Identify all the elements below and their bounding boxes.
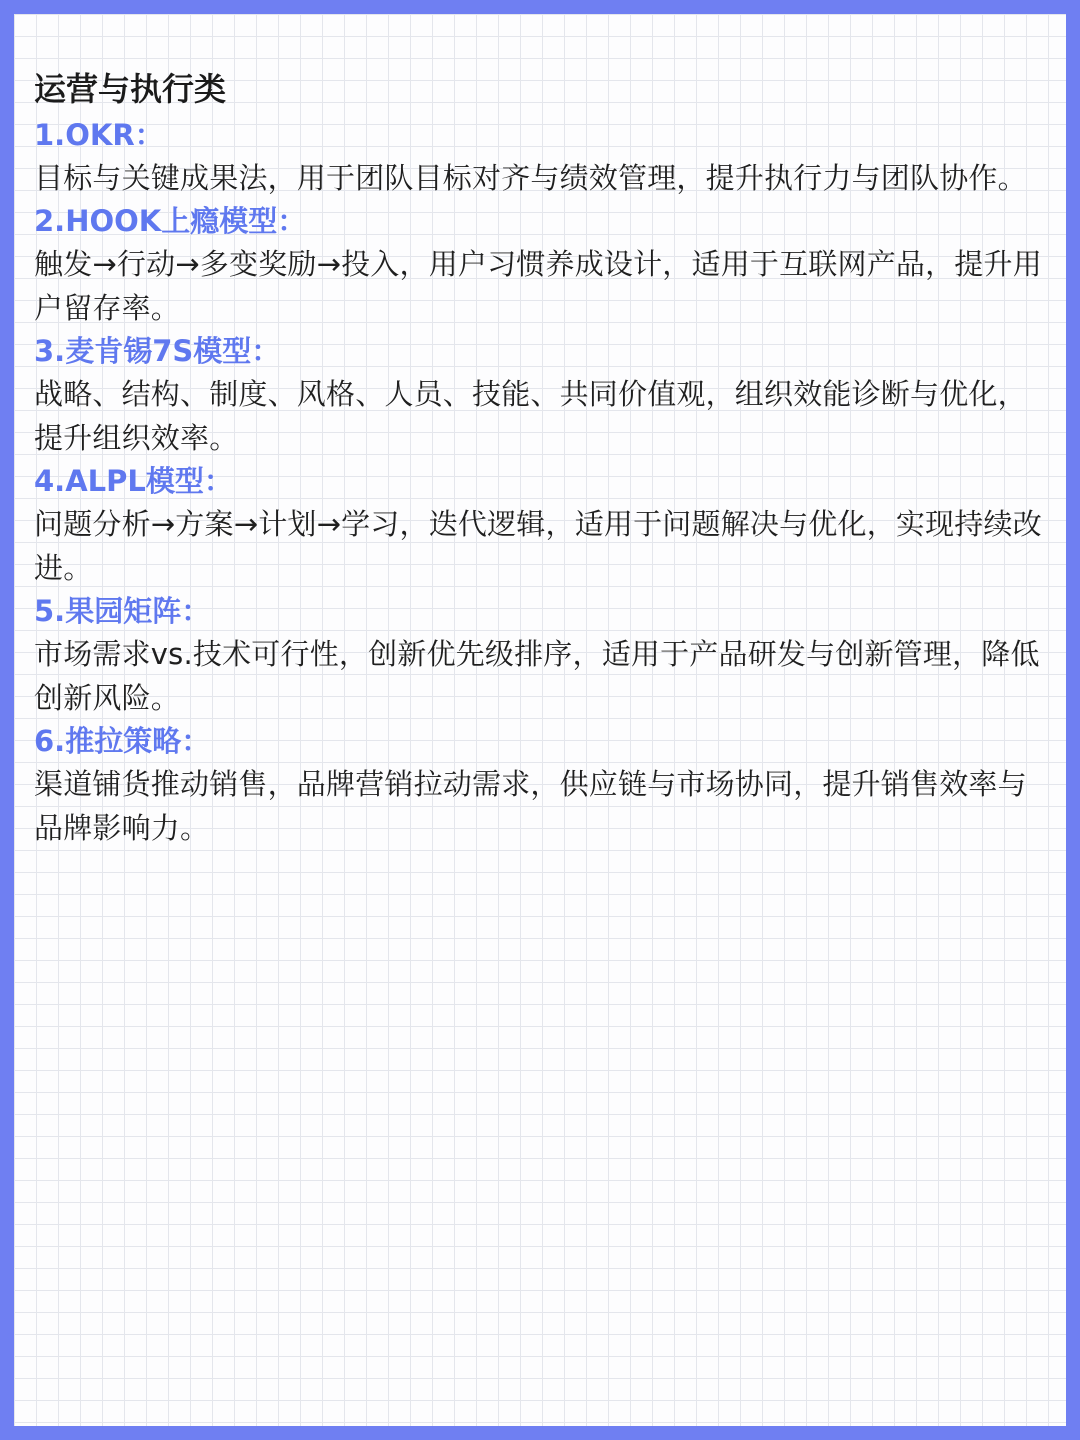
item-title: 4.ALPL模型： [34, 464, 233, 498]
list-item [34, 720, 1054, 850]
list-item [34, 330, 1054, 460]
list-item [34, 114, 1054, 200]
item-description: 问题分析→方案→计划→学习，迭代逻辑，适用于问题解决与优化，实现持续改进。 [34, 507, 1042, 585]
item-title: 3.麦肯锡7S模型： [34, 334, 281, 368]
item-description: 目标与关键成果法，用于团队目标对齐与绩效管理，提升执行力与团队协作。 [34, 161, 1027, 195]
item-title: 6.推拉策略： [34, 724, 211, 758]
item-description: 触发→行动→多变奖励→投入，用户习惯养成设计，适用于互联网产品，提升用户留存率。 [34, 247, 1042, 325]
list-item [34, 590, 1054, 720]
page-title: 运营与执行类 [34, 70, 227, 108]
item-description: 渠道铺货推动销售，品牌营销拉动需求，供应链与市场协同，提升销售效率与品牌影响力。 [34, 767, 1027, 845]
content-area [34, 68, 1054, 850]
item-title: 5.果园矩阵： [34, 594, 211, 628]
grid-paper-card [14, 14, 1066, 1426]
item-description: 市场需求vs.技术可行性，创新优先级排序，适用于产品研发与创新管理，降低创新风险。 [34, 637, 1040, 715]
list-item [34, 200, 1054, 330]
list-item [34, 460, 1054, 590]
item-title: 1.OKR： [34, 118, 164, 152]
item-description: 战略、结构、制度、风格、人员、技能、共同价值观，组织效能诊断与优化，提升组织效率。 [34, 377, 1027, 455]
item-title: 2.HOOK上瘾模型： [34, 204, 307, 238]
